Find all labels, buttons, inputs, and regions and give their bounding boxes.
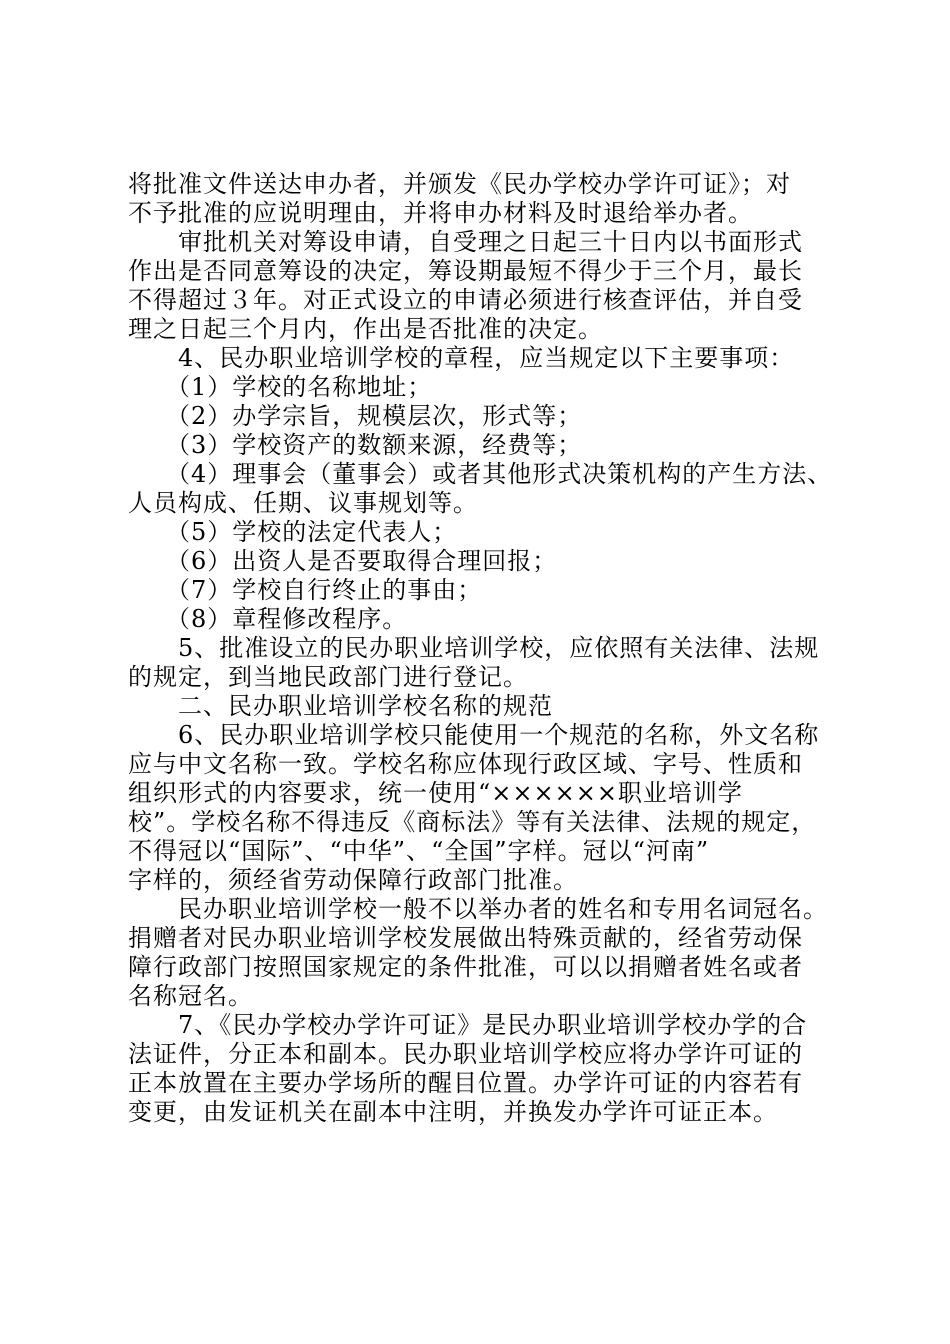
- text-line: 人员构成、任期、议事规划等。: [128, 489, 478, 517]
- text-line: 障行政部门按照国家规定的条件批准，可以以捐赠者姓名或者: [128, 953, 803, 981]
- text-line: （8）章程修改程序。: [128, 605, 408, 633]
- text-line: 不得冠以“国际”、“中华”、“全国”字样。冠以“河南”: [128, 837, 710, 865]
- text-line: 作出是否同意筹设的决定，筹设期最短不得少于三个月，最长: [128, 257, 803, 285]
- text-line: （6）出资人是否要取得合理回报；: [128, 547, 558, 575]
- text-line: （3）学校资产的数额来源，经费等；: [128, 431, 583, 459]
- text-line: （1）学校的名称地址；: [128, 373, 433, 401]
- document-body: [128, 170, 848, 1127]
- text-line: （2）办学宗旨，规模层次，形式等；: [128, 402, 583, 430]
- text-line: （4）理事会（董事会）或者其他形式决策机构的产生方法、: [128, 460, 833, 488]
- text-line: 正本放置在主要办学场所的醒目位置。办学许可证的内容若有: [128, 1069, 803, 1097]
- text-line: 名称冠名。: [128, 982, 253, 1010]
- text-line: 理之日起三个月内，作出是否批准的决定。: [128, 315, 603, 343]
- text-line: 7、《民办学校办学许可证》是民办职业培训学校办学的合: [128, 1011, 808, 1039]
- text-line: 不予批准的应说明理由，并将申办材料及时退给举办者。: [128, 199, 753, 227]
- text-line: 民办职业培训学校一般不以举办者的姓名和专用名词冠名。: [128, 895, 828, 923]
- text-line: 将批准文件送达申办者，并颁发《民办学校办学许可证》；对: [128, 170, 791, 198]
- text-line: 校”。学校名称不得违反《商标法》等有关法律、法规的规定，: [128, 808, 817, 836]
- text-line: 6、民办职业培训学校只能使用一个规范的名称，外文名称: [128, 721, 820, 749]
- text-line: 审批机关对筹设申请，自受理之日起三十日内以书面形式: [128, 228, 803, 256]
- text-line: 捐赠者对民办职业培训学校发展做出特殊贡献的，经省劳动保: [128, 924, 803, 952]
- text-line: 不得超过３年。对正式设立的申请必须进行核查评估，并自受: [128, 286, 803, 314]
- text-line: 5、批准设立的民办职业培训学校，应依照有关法律、法规: [128, 634, 820, 662]
- text-line: 法证件，分正本和副本。民办职业培训学校应将办学许可证的: [128, 1040, 803, 1068]
- text-line: （5）学校的法定代表人；: [128, 518, 458, 546]
- text-line: 的规定，到当地民政部门进行登记。: [128, 663, 528, 691]
- text-line: 字样的，须经省劳动保障行政部门批准。: [128, 866, 578, 894]
- text-line: 组织形式的内容要求，统一使用“××××××职业培训学: [128, 779, 743, 807]
- text-line: 应与中文名称一致。学校名称应体现行政区域、字号、性质和: [128, 750, 803, 778]
- text-line: （7）学校自行终止的事由；: [128, 576, 483, 604]
- text-line: 二、民办职业培训学校名称的规范: [128, 692, 553, 720]
- text-line: 4、民办职业培训学校的章程，应当规定以下主要事项：: [128, 344, 795, 372]
- text-line: 变更，由发证机关在副本中注明，并换发办学许可证正本。: [128, 1098, 778, 1126]
